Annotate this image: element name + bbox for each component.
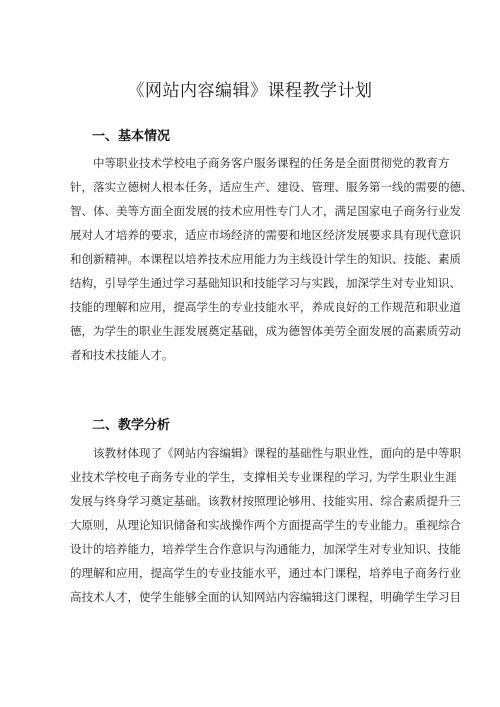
paragraph-line: 该教材体现了《网站内容编辑》课程的基础性与职业性，面向的是中等职 — [70, 446, 461, 460]
paragraph-line: 结构，引导学生通过学习基础知识和技能学习与实践，加深学生对专业知识、 — [70, 276, 461, 290]
paragraph-line: 者和技术技能人才。 — [70, 348, 174, 362]
paragraph-line: 技能的理解和应用，提高学生的专业技能水平，养成良好的工作规范和职业道 — [70, 300, 461, 314]
section-heading-teaching-analysis: 二、教学分析 — [92, 418, 171, 433]
paragraph-line: 中等职业技术学校电子商务客户服务课程的任务是全面贯彻党的教育方 — [70, 156, 450, 170]
paragraph-line: 和创新精神。本课程以培养技术应用能力为主线设计学生的知识、技能、素质 — [70, 252, 461, 266]
paragraph-line: 大原则，从理论知识储备和实战操作两个方面提高学生的专业能力。重视综合 — [70, 518, 461, 532]
paragraph-line: 高技术人才，使学生能够全面的认知网站内容编辑这门课程，明确学生学习目 — [70, 590, 461, 604]
paragraph-line: 的理解和应用，提高学生的专业技能水平，通过本门课程，培养电子商务行业 — [70, 566, 461, 580]
paragraph-line: 展对人才培养的要求，适应市场经济的需要和地区经济发展要求具有现代意识 — [70, 228, 461, 242]
paragraph-line: 发展与终身学习奠定基础。该教材按照理论够用、技能实用、综合素质提升三 — [70, 494, 461, 508]
section-body-teaching-analysis — [70, 441, 461, 609]
section-heading-basic-info: 一、基本情况 — [92, 129, 171, 144]
document-title: 《网站内容编辑》课程教学计划 — [127, 81, 373, 101]
section-body-basic-info — [70, 151, 473, 367]
paragraph-line: 设计的培养能力，培养学生合作意识与沟通能力，加深学生对专业知识、技能 — [70, 542, 461, 556]
paragraph-line: 德，为学生的职业生涯发展奠定基础，成为德智体美劳全面发展的高素质劳动 — [70, 324, 461, 338]
paragraph-line: 针，落实立德树人根本任务，适应生产、建设、管理、服务第一线的需要的德、 — [70, 180, 473, 194]
paragraph-line: 业技术学校电子商务专业的学生，支撑相关专业课程的学习, 为学生职业生涯 — [70, 470, 457, 484]
paragraph-line: 智、体、美等方面全面发展的技术应用性专门人才，满足国家电子商务行业发 — [70, 204, 461, 218]
